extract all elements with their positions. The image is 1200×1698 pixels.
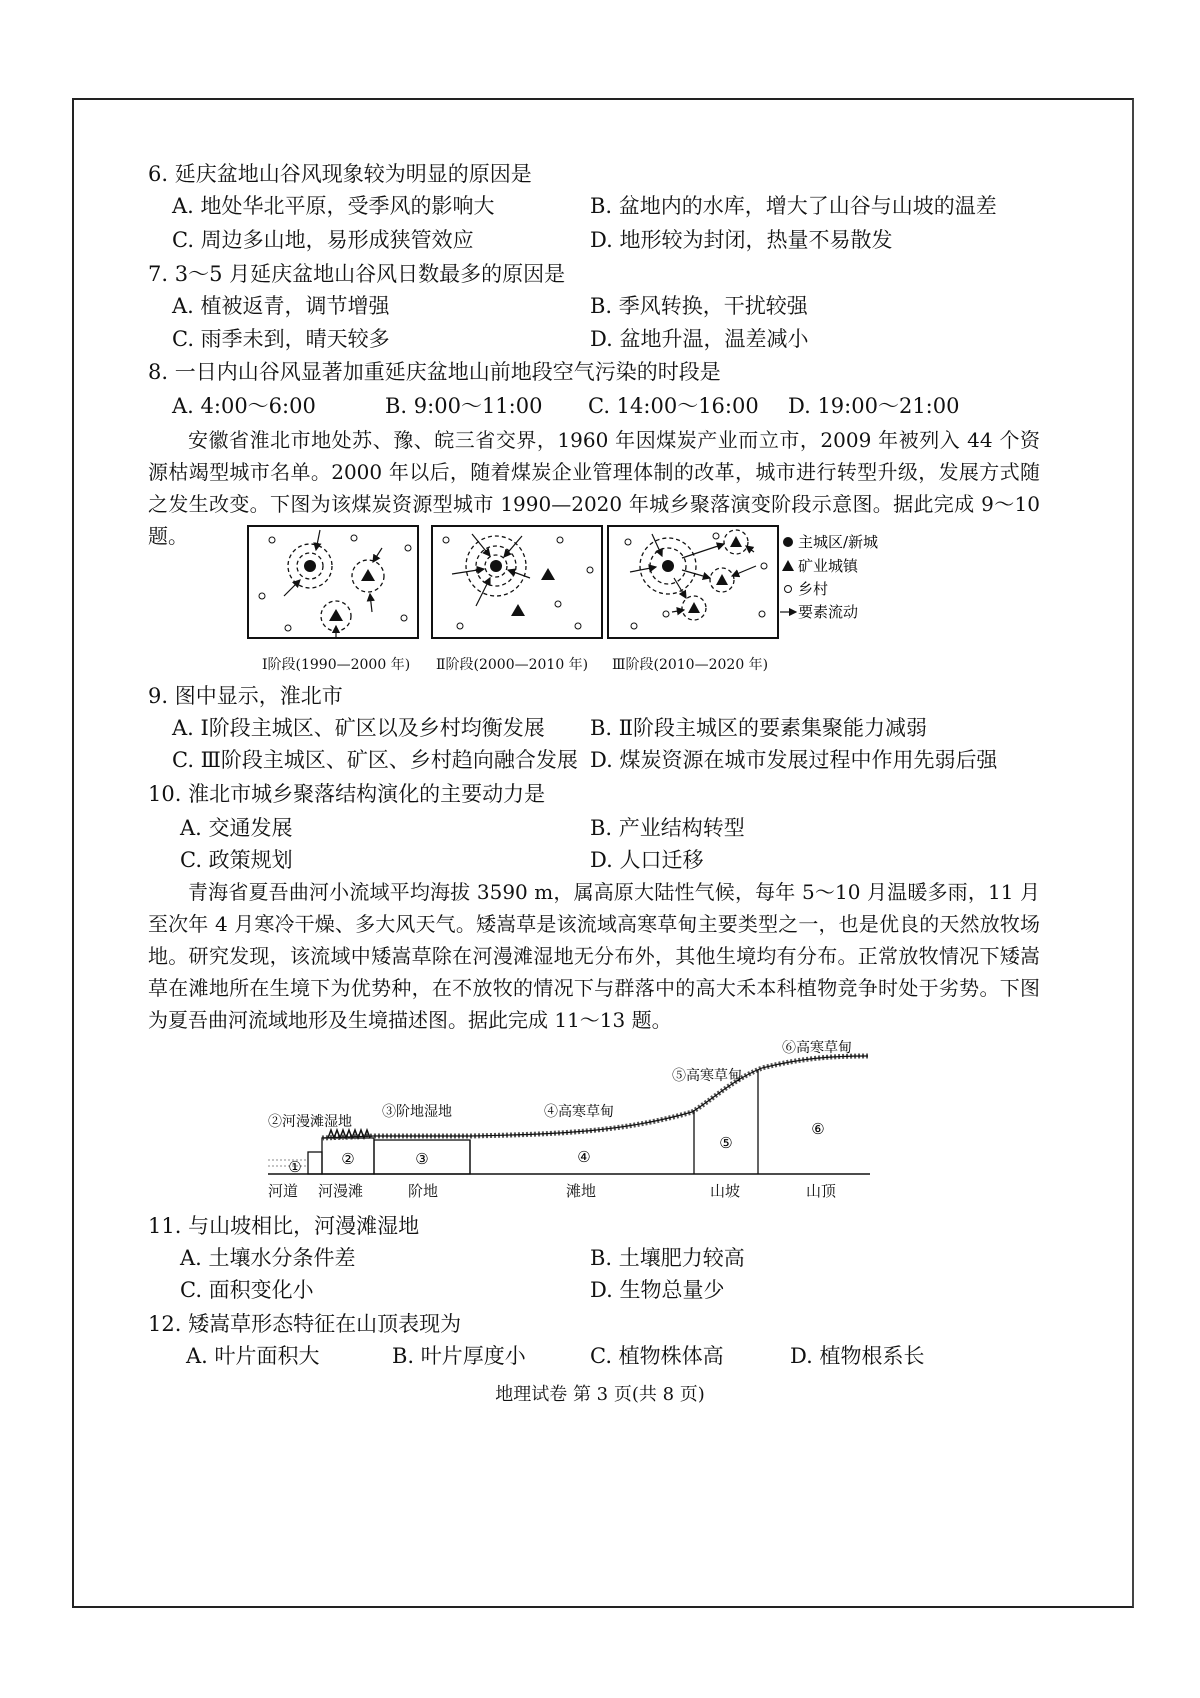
- q9-option-a: A. Ⅰ阶段主城区、矿区以及乡村均衡发展: [172, 716, 545, 740]
- q7-option-d: D. 盆地升温，温差减小: [590, 327, 809, 351]
- q6-option-c: C. 周边多山地，易形成狭管效应: [172, 228, 474, 252]
- q9-stem: 9. 图中显示，淮北市: [148, 684, 343, 708]
- q12-option-b: B. 叶片厚度小: [392, 1344, 526, 1368]
- q10-option-a: A. 交通发展: [180, 816, 293, 840]
- passage-huaibei: 安徽省淮北市地处苏、豫、皖三省交界，1960 年因煤炭产业而立市，2009 年被列入 44 个资源枯竭型城市名单。2000 年以后，随着煤炭企业管理体制的改革，城市进行转型升级，发展方式随之发生改变。下图为该煤炭资源型城市 1990—2020 年城乡聚落演变阶段示意图。据此完成 9～10 题。: [148, 428, 1040, 548]
- terrain-profile-figure: [262, 1040, 872, 1200]
- q10-stem: 10. 淮北市城乡聚落结构演化的主要动力是: [148, 782, 546, 806]
- q11-option-a: A. 土壤水分条件差: [180, 1246, 356, 1270]
- x-label-river: 河道: [268, 1182, 299, 1200]
- habitat6-label: ⑥高寒草甸: [782, 1040, 852, 1056]
- legend-flow-label: 要素流动: [798, 603, 859, 621]
- zone4-number: ④: [577, 1148, 591, 1166]
- fig1-legend: [780, 533, 878, 621]
- zone3-number: ③: [415, 1150, 429, 1168]
- q11-option-d: D. 生物总量少: [590, 1278, 725, 1302]
- settlement-evolution-figure: [246, 522, 906, 652]
- q12-option-d: D. 植物根系长: [790, 1344, 925, 1368]
- zone6-number: ⑥: [811, 1120, 825, 1138]
- zone2-number: ②: [341, 1150, 355, 1168]
- stage1-caption: Ⅰ阶段(1990—2000 年): [262, 657, 411, 673]
- q11-option-b: B. 土壤肥力较高: [590, 1246, 745, 1270]
- q7-option-c: C. 雨季未到，晴天较多: [172, 327, 390, 351]
- page-footer: 地理试卷 第 3 页(共 8 页): [495, 1384, 705, 1405]
- q9-option-d: D. 煤炭资源在城市发展过程中作用先弱后强: [590, 748, 998, 772]
- q10-option-c: C. 政策规划: [180, 848, 293, 872]
- x-label-floodplain: 河漫滩: [318, 1182, 364, 1200]
- q6-option-b: B. 盆地内的水库，增大了山谷与山坡的温差: [590, 194, 997, 218]
- river-channel: [308, 1152, 322, 1174]
- habitat5-label: ⑤高寒草甸: [672, 1068, 742, 1084]
- vegetation-surface: [322, 1056, 868, 1138]
- x-label-shoal: 滩地: [566, 1182, 597, 1200]
- q8-option-d: D. 19:00～21:00: [788, 394, 960, 418]
- q12-stem: 12. 矮嵩草形态特征在山顶表现为: [148, 1312, 462, 1336]
- q11-option-c: C. 面积变化小: [180, 1278, 314, 1302]
- legend-village-label: 乡村: [798, 580, 829, 598]
- q12-option-a: A. 叶片面积大: [186, 1344, 320, 1368]
- legend-city-label: 主城区/新城: [798, 533, 879, 551]
- stage1-panel: [248, 526, 418, 638]
- zone5-number: ⑤: [719, 1134, 733, 1152]
- x-label-summit: 山顶: [806, 1182, 837, 1200]
- q6-stem: 6. 延庆盆地山谷风现象较为明显的原因是: [148, 162, 532, 186]
- q8-option-b: B. 9:00～11:00: [385, 394, 543, 418]
- q7-option-a: A. 植被返青，调节增强: [172, 294, 390, 318]
- q12-option-c: C. 植物株体高: [590, 1344, 724, 1368]
- habitat2-label: ②河漫滩湿地: [268, 1114, 352, 1130]
- x-label-slope: 山坡: [710, 1182, 741, 1200]
- q6-option-a: A. 地处华北平原，受季风的影响大: [172, 194, 495, 218]
- stage2-caption: Ⅱ阶段(2000—2010 年): [436, 657, 589, 673]
- x-label-terrace: 阶地: [408, 1182, 439, 1200]
- q7-option-b: B. 季风转换，干扰较强: [590, 294, 808, 318]
- zone1-number: ①: [288, 1158, 302, 1176]
- q10-option-b: B. 产业结构转型: [590, 816, 745, 840]
- stage3-caption: Ⅲ阶段(2010—2020 年): [612, 657, 769, 673]
- stage2-panel: [432, 526, 602, 638]
- q7-stem: 7. 3～5 月延庆盆地山谷风日数最多的原因是: [148, 262, 566, 286]
- legend-mine-label: 矿业城镇: [798, 557, 859, 575]
- habitat3-label: ③阶地湿地: [382, 1104, 452, 1120]
- passage-xiawuqu: 青海省夏吾曲河小流域平均海拔 3590 m，属高原大陆性气候，每年 5～10 月温暖多雨，11 月至次年 4 月寒冷干燥、多大风天气。矮嵩草是该流域高寒草甸主要类型之一，也是优良的天然放牧场地。研究发现，该流域中矮嵩草除在河漫滩湿地无分布外，其他生境均有分布。正常放牧情况下矮嵩草在滩地所在生境下为优势种，在不放牧的情况下与群落中的高大禾本科植物竞争时处于劣势。下图为夏吾曲河流域地形及生境描述图。据此完成 11～13 题。: [148, 880, 1040, 1032]
- stage3-panel: [608, 526, 778, 638]
- q8-option-a: A. 4:00～6:00: [172, 394, 316, 418]
- q6-option-d: D. 地形较为封闭，热量不易散发: [590, 228, 893, 252]
- q11-stem: 11. 与山坡相比，河漫滩湿地: [148, 1214, 420, 1238]
- q9-option-c: C. Ⅲ阶段主城区、矿区、乡村趋向融合发展: [172, 748, 578, 772]
- habitat4-label: ④高寒草甸: [544, 1104, 614, 1120]
- q9-option-b: B. Ⅱ阶段主城区的要素集聚能力减弱: [590, 716, 928, 740]
- q8-stem: 8. 一日内山谷风显著加重延庆盆地山前地段空气污染的时段是: [148, 360, 721, 384]
- q10-option-d: D. 人口迁移: [590, 848, 704, 872]
- q8-option-c: C. 14:00～16:00: [588, 394, 759, 418]
